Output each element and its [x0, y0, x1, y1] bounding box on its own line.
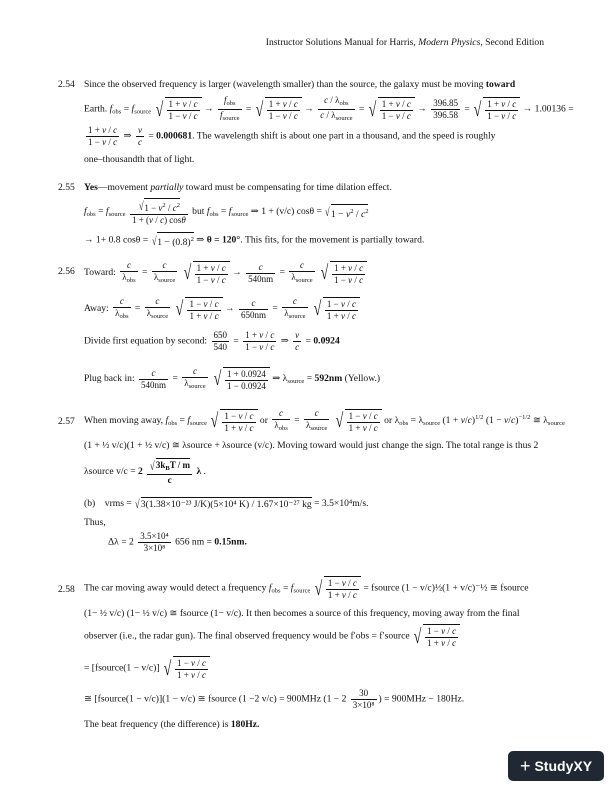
- equation-line: Earth. $f_{obs} = f_{source}$ √ $\frac{1 + v / c}{1 - v / c}$ → $\frac{f_{obs}}{f_{source}}$ = √ $\frac{1 + v / c}{1 - v / c}$ → $\frac{c / \lambda_{obs}}{c / \lambda_{source}}$ = √ $\frac{1 + v / c}{1 - v / c}$ → $\frac{396.85}{396.58}$ = √ $\frac{1 + v / c}{1 - v / c}$ → 1.00136 =: [84, 95, 574, 122]
- equation-line: Away: $\frac{c}{\lambda_{obs}}$ = $\frac{c}{\lambda_{source}}$ √ $\frac{1 - v / c}{1 + v / c}$ → $\frac{c}{650nm}$ = $\frac{c}{\lambda_{source}}$ √ $\frac{1 - v / c}{1 + v / c}$: [84, 296, 546, 322]
- plus-icon: +: [519, 756, 531, 776]
- equation-line: → 1+ 0.8 $\cos\theta = √1 - (0.8)^2$ ⇒ θ = 120°. This fits, for the movement is partially toward.: [84, 233, 425, 248]
- problem-text: one–thousandth that of light.: [84, 154, 195, 165]
- problem-text: The beat frequency (the difference) is 180Hz.: [84, 719, 260, 730]
- problem-number: 2.57: [58, 416, 75, 427]
- problem-text: Since the observed frequency is larger (wavelength smaller) than the source, the galaxy must be moving toward: [84, 79, 516, 90]
- problem-text: (1 + ½ v/c)(1 + ½ v/c) ≅ λsource + λsource (v/c). Moving toward would just change the sign. The total range is thus 2: [84, 440, 539, 451]
- equation-line: (b) vrms = √3(1.38×10⁻²³ J/K)(5×10⁴ K) / 1.67×10⁻²⁷ kg = 3.5×10⁴m/s.: [84, 497, 369, 511]
- equation-line: $\frac{1 + v / c}{1 - v / c}$ ⇒ $\frac{v}{c}$ = 0.000681. The wavelength shift is about one part in a thousand, and the speed is roughly: [88, 125, 496, 147]
- running-header: Instructor Solutions Manual for Harris, Modern Physics, Second Edition: [265, 37, 544, 48]
- equation-line: Plug back in: $\frac{c}{540nm}$ = $\frac{c}{\lambda_{source}}$ √ $\frac{1 + 0.0924}{1 - 0.0924}$ ⇒ $\lambda_{source} = 592nm$ (Yellow.): [84, 366, 381, 391]
- equation-line: λsource v/c = 2 $\frac{√3k_BT / m}{c}$ λ .: [84, 459, 206, 485]
- problem-number: 2.58: [58, 584, 75, 595]
- equation-line: $f_{obs} = f_{source}$ $\frac{√1 - v^2 / c^2}{1 + (v / c) \cos\theta}$ but $f_{obs} = f_{source}$ ⇒ 1 + (v/c) $\cos\theta = √1 - v^2 / c^2$: [84, 199, 369, 225]
- equation-line: Toward: $\frac{c}{\lambda_{obs}}$ = $\frac{c}{\lambda_{source}}$ √ $\frac{1 + v / c}{1 - v / c}$ → $\frac{c}{540nm}$ = $\frac{c}{\lambda_{source}}$ √ $\frac{1 + v / c}{1 - v / c}$: [84, 260, 546, 286]
- problem-number: 2.54: [58, 79, 75, 90]
- equation-line: = [fsource(1 − v/c)] √ $\frac{1 - v / c}{1 + v / c}$: [84, 656, 546, 682]
- equation-line: Divide first equation by second: $\frac{650}{540}$ = $\frac{1 + v / c}{1 - v / c}$ ⇒ $\frac{v}{c}$ = 0.0924: [84, 330, 340, 352]
- problem-text: Yes—movement partially toward must be compensating for time dilation effect.: [84, 182, 392, 193]
- studyx-logo: + StudyXY: [508, 751, 604, 781]
- problem-text: Thus,: [84, 517, 106, 528]
- equation-line: ≅ [fsource(1 − v/c)](1 − v/c) ≅ fsource (1 −2 v/c) = 900MHz (1 − 2 $\frac{30}{\text{3×10⁸}}$ ) = 900MHz − 180Hz.: [84, 688, 465, 710]
- problem-number: 2.56: [58, 266, 75, 277]
- equation-line: The car moving away would detect a frequency $f_{obs} = f_{source}$ √ $\frac{1 - v / c}{1 + v / c}$ = fsource (1 − v/c)½(1 + v/c)⁻½ ≅ fsource: [84, 577, 529, 600]
- equation-line: observer (i.e., the radar gun). The final observed frequency would be f′obs = f′source √ $\frac{1 - v / c}{1 + v / c}$: [84, 624, 546, 650]
- problem-number: 2.55: [58, 182, 75, 193]
- problem-text: (1− ½ v/c) (1− ½ v/c) ≅ fsource (1− v/c). It then becomes a source of this frequency, moving away from the final: [84, 608, 520, 619]
- equation-line: When moving away, $f_{obs} = f_{source}$ √ $\frac{1 - v / c}{1 + v / c}$ or $\frac{c}{\lambda_{obs}}$ = $\frac{c}{\lambda_{source}}$ √ $\frac{1 - v / c}{1 + v / c}$ or $\lambda_{obs} = \lambda_{source}$ $(1 + v/c)^{1/2}$ $(1 - v/c)^{-1/2}$ ≅ $\lambda_{source}$: [84, 408, 565, 433]
- equation-line: Δλ = 2 $\frac{\text{3.5×10⁴}}{\text{3×10⁸}}$ 656 nm = 0.15nm.: [108, 531, 247, 553]
